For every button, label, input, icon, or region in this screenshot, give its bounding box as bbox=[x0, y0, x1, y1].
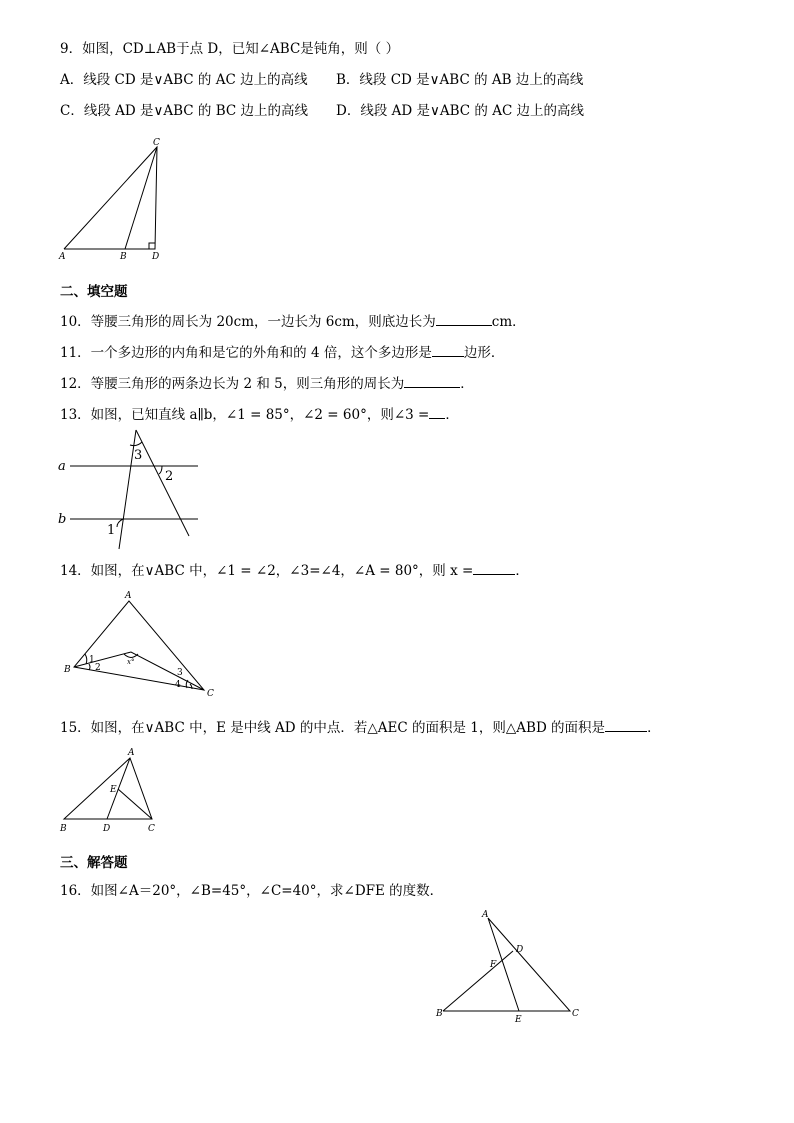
q15-text: 15．如图，在∨ABC 中，E 是中线 AD 的中点．若△AEC 的面积是 1，则△ABD 的面积是 bbox=[60, 720, 606, 736]
q14-label-c: C bbox=[207, 689, 214, 699]
q9-label-c: C bbox=[153, 138, 160, 148]
q13-angle-3: 3 bbox=[134, 448, 143, 463]
q11-suffix: 边形． bbox=[463, 345, 505, 361]
q12-text: 12．等腰三角形的两条边长为 2 和 5，则三角形的周长为 bbox=[60, 376, 405, 392]
q9-option-c[interactable]: C．线段 AD 是∨ABC 的 BC 边上的高线 bbox=[60, 103, 308, 119]
q14-suffix: ． bbox=[515, 563, 529, 579]
q9-option-d[interactable]: D．线段 AD 是∨ABC 的 AC 边上的高线 bbox=[336, 103, 585, 119]
q16-label-c: C bbox=[572, 1009, 579, 1019]
q9-label-a: A bbox=[59, 252, 66, 262]
q16-label-d: D bbox=[516, 945, 524, 955]
section-3-title: 三、解答题 bbox=[60, 855, 128, 871]
q9-label-d: D bbox=[152, 252, 160, 262]
q13-suffix: ． bbox=[445, 407, 459, 423]
q15-label-e: E bbox=[110, 785, 117, 795]
q16-label-e: E bbox=[515, 1015, 522, 1025]
q14-angle-x: x° bbox=[127, 658, 135, 666]
q15-label-a: A bbox=[128, 748, 135, 758]
q14-angle-3: 3 bbox=[177, 668, 183, 678]
q13-angle-2: 2 bbox=[165, 469, 174, 484]
q9-option-a[interactable]: A．线段 CD 是∨ABC 的 AC 边上的高线 bbox=[60, 72, 308, 88]
q15-label-c: C bbox=[148, 824, 155, 834]
q16-label-a: A bbox=[482, 910, 489, 920]
q14-angle-2: 2 bbox=[95, 663, 101, 673]
q13-line-b: b bbox=[58, 512, 67, 527]
q10-text: 10．等腰三角形的周长为 20cm，一边长为 6cm，则底边长为 bbox=[60, 314, 436, 330]
q13-line-a: a bbox=[58, 459, 66, 474]
q13-text: 13．如图，已知直线 a∥b，∠1 = 85°，∠2 = 60°，则∠3 = bbox=[60, 407, 430, 423]
q16-label-f: F bbox=[490, 960, 497, 970]
q9-label-b: B bbox=[120, 252, 127, 262]
q15-label-d: D bbox=[103, 824, 111, 834]
q14-angle-4: 4 bbox=[175, 680, 181, 690]
q13-angle-1: 1 bbox=[107, 523, 116, 538]
q15-label-b: B bbox=[60, 824, 67, 834]
q10-unit: cm． bbox=[491, 314, 526, 330]
q11-text: 11．一个多边形的内角和是它的外角和的 4 倍，这个多边形是 bbox=[60, 345, 432, 361]
q16-label-b: B bbox=[436, 1009, 443, 1019]
q14-text: 14．如图，在∨ABC 中，∠1 = ∠2，∠3=∠4，∠A = 80°，则 x = bbox=[60, 563, 474, 579]
q14-label-b: B bbox=[64, 665, 71, 675]
q16-stem: 16．如图∠A＝20°，∠B=45°，∠C=40°，求∠DFE 的度数． bbox=[60, 883, 444, 899]
section-2-title: 二、填空题 bbox=[60, 284, 128, 300]
q14-angle-1: 1 bbox=[89, 655, 95, 665]
q15-suffix: ． bbox=[647, 720, 661, 736]
q9-option-b[interactable]: B．线段 CD 是∨ABC 的 AB 边上的高线 bbox=[336, 72, 584, 88]
q12-suffix: ． bbox=[460, 376, 474, 392]
q14-label-a: A bbox=[125, 591, 132, 601]
q9-stem: 9．如图，CD⊥AB于点 D，已知∠ABC是钝角，则（ ） bbox=[60, 41, 400, 57]
